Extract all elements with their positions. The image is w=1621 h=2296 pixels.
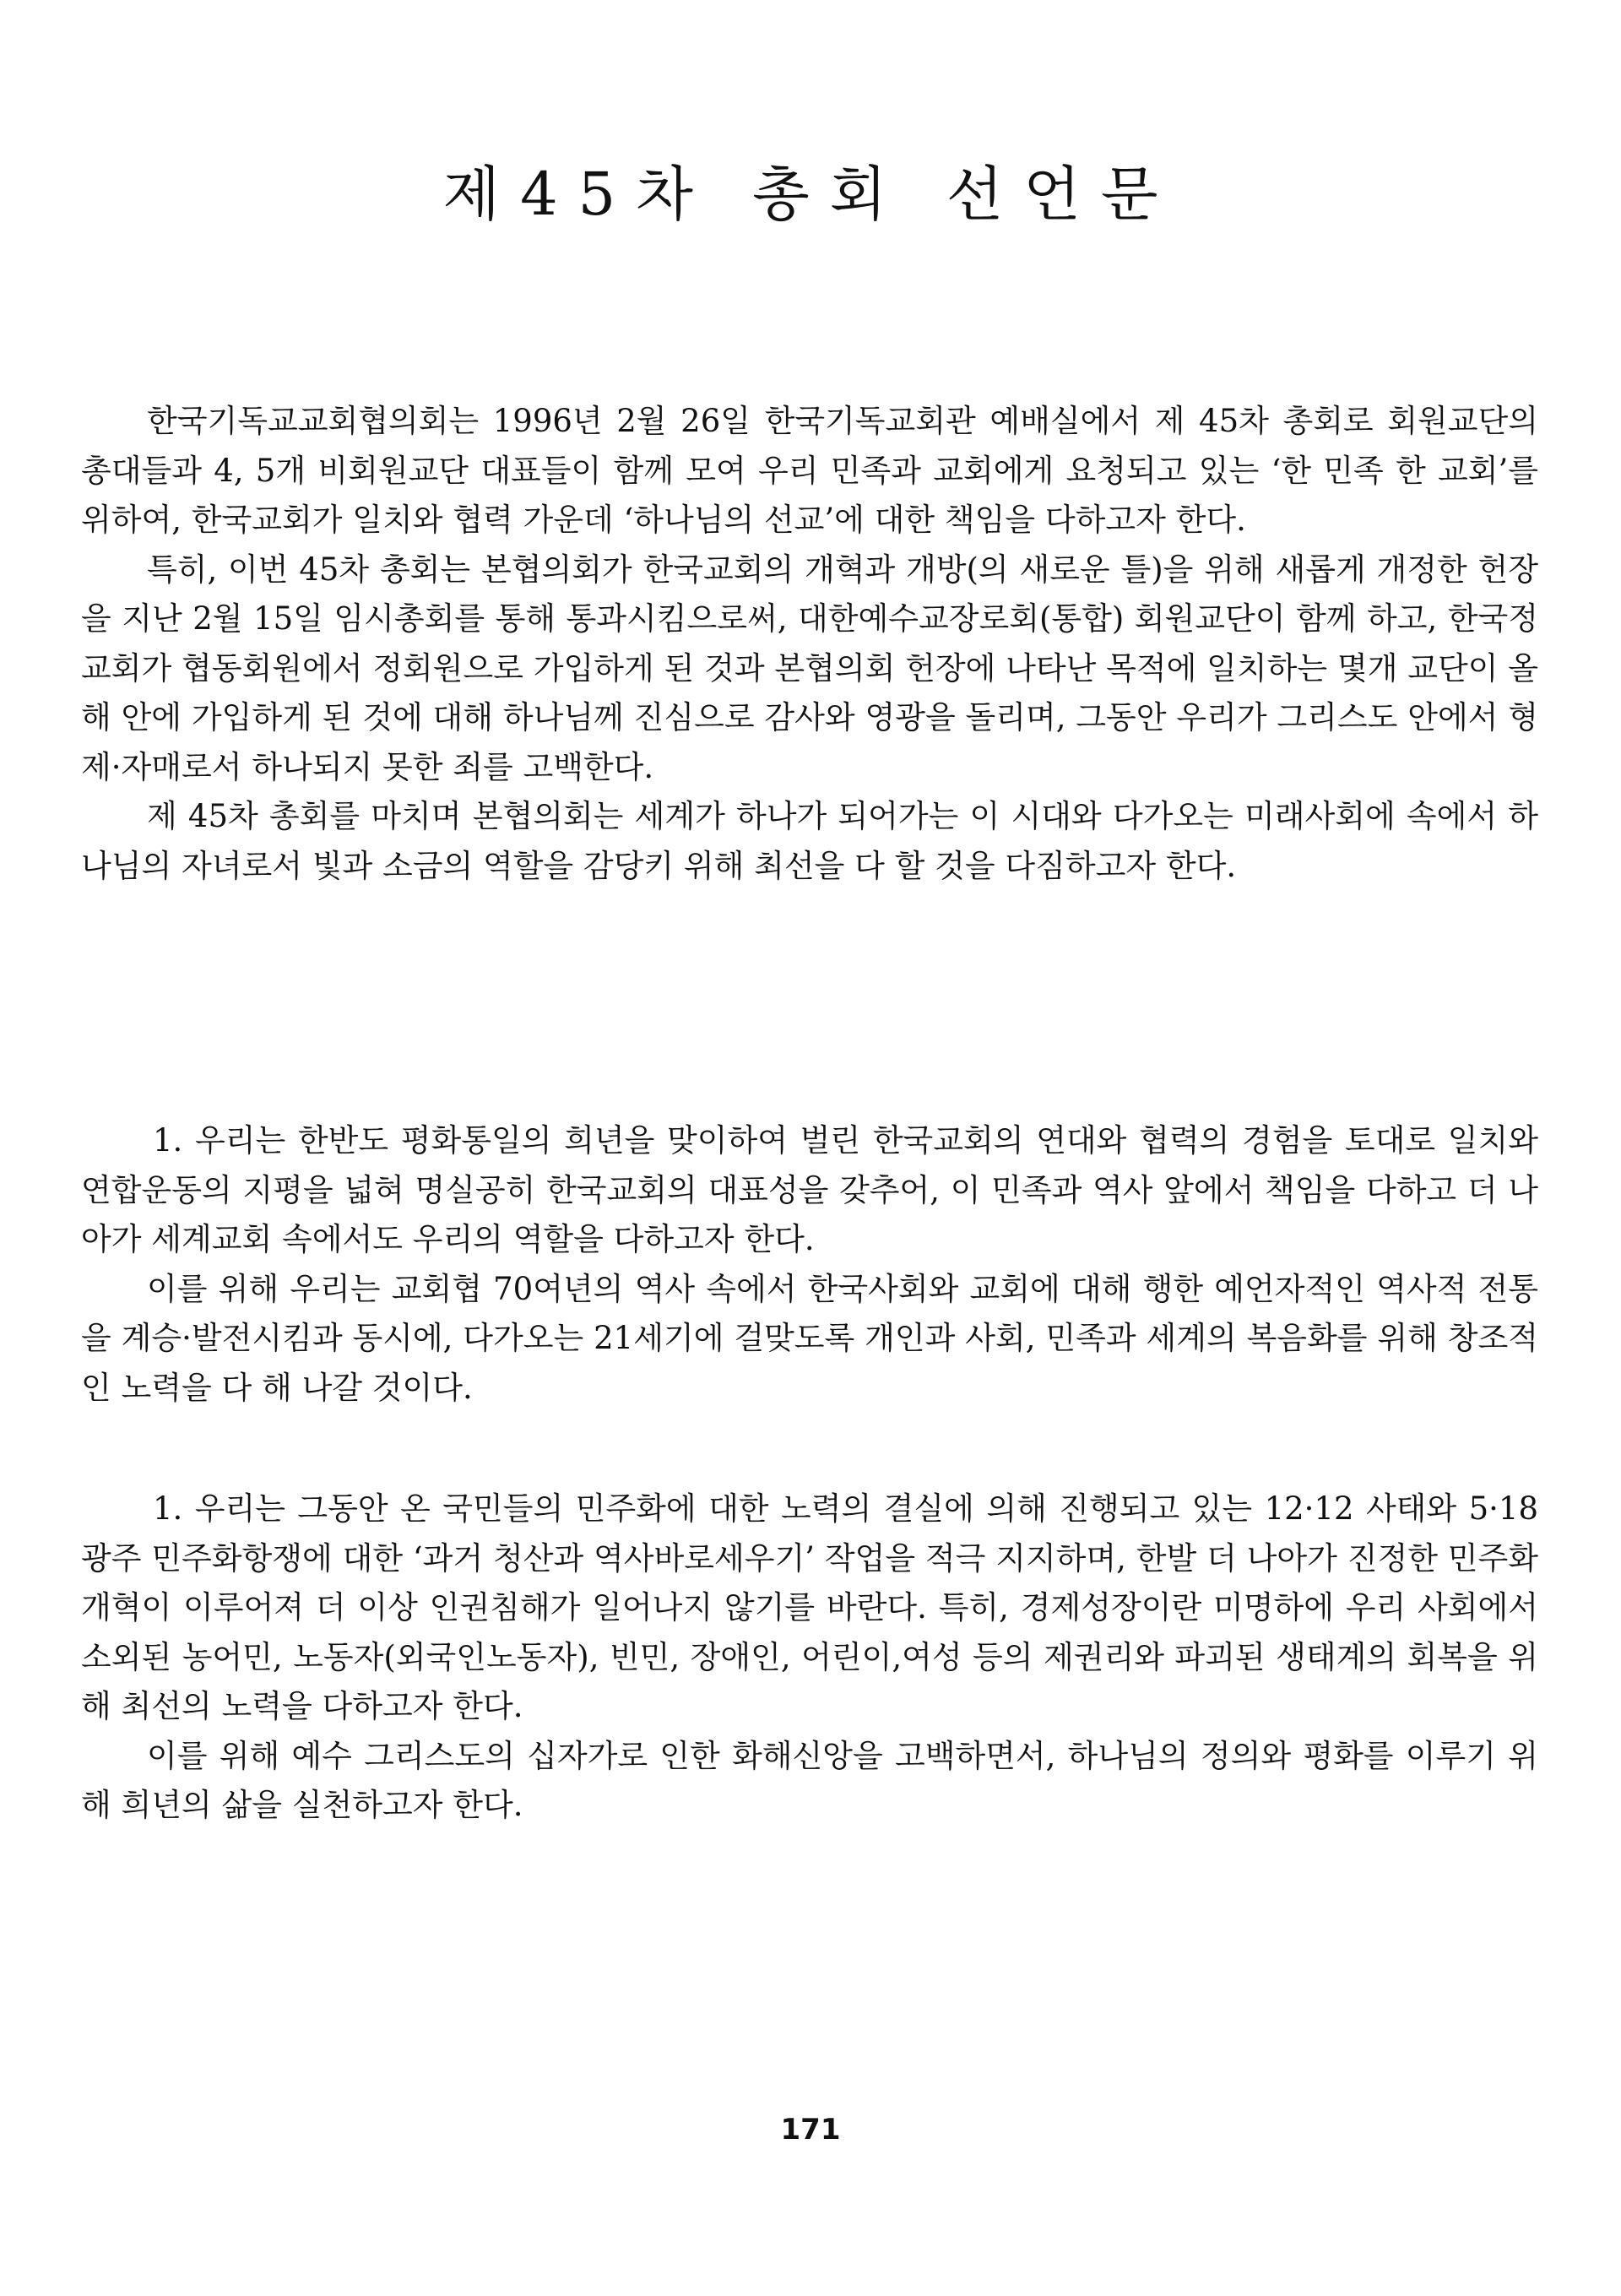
page-number: 171 — [780, 2113, 841, 2147]
resolution-1-item: 1. 우리는 한반도 평화통일의 희년을 맞이하여 벌린 한국교회의 연대와 협력의 경험을 토대로 일치와 연합운동의 지평을 넓혀 명실공히 한국교회의 대표성을 갖추어, 이 민족과 역사 앞에서 책임을 다하고 더 나아가 세계교회 속에서도 우리의 역할을 다하고자 한다. — [81, 1122, 1538, 1257]
resolution-2-paragraph: 이를 위해 예수 그리스도의 십자가로 인한 화해신앙을 고백하면서, 하나님의 정의와 평화를 이루기 위해 희년의 삶을 실천하고자 한다. — [81, 1737, 1538, 1823]
intro-paragraph-2: 특히, 이번 45차 총회는 본협의회가 한국교회의 개혁과 개방(의 새로운 틀)을 위해 새롭게 개정한 헌장을 지난 2월 15일 임시총회를 통해 통과시킴으로써, 대한예수교장로회(통합) 회원교단이 함께 하고, 한국정교회가 협동회원에서 정회원으로 가입하게 된 것과 본협의회 헌장에 나타난 목적에 일치하는 몇개 교단이 올해 안에 가입하게 된 것에 대해 하나님께 진심으로 감사와 영광을 돌리며, 그동안 우리가 그리스도 안에서 형제·자매로서 하나되지 못한 죄를 고백한다. — [81, 551, 1538, 785]
document-title: 제45차 총회 선언문 — [442, 160, 1179, 229]
resolution-2-item: 1. 우리는 그동안 온 국민들의 민주화에 대한 노력의 결실에 의해 진행되고 있는 12·12 사태와 5·18 광주 민주화항쟁에 대한 ‘과거 청산과 역사바로세우기’ 작업을 적극 지지하며, 한발 더 나아가 진정한 민주화개혁이 이루어져 더 이상 인권침해가 일어나지 않기를 바란다. 특히, 경제성장이란 미명하에 우리 사회에서 소외된 농어민, 노동자(외국인노동자), 빈민, 장애인, 어린이,여성 등의 제권리와 파괴된 생태계의 회복을 위해 최선의 노력을 다하고자 한다. — [81, 1490, 1538, 1724]
intro-paragraph-1: 한국기독교교회협의회는 1996년 2월 26일 한국기독교회관 예배실에서 제 45차 총회로 회원교단의 총대들과 4, 5개 비회원교단 대표들이 함께 모여 우리 민족과 교회에게 요청되고 있는 ‘한 민족 한 교회’를 위하여, 한국교회가 일치와 협력 가운데 ‘하나님의 선교’에 대한 책임을 다하고자 한다. — [81, 403, 1538, 538]
intro-paragraph-3: 제 45차 총회를 마치며 본협의회는 세계가 하나가 되어가는 이 시대와 다가오는 미래사회에 속에서 하나님의 자녀로서 빛과 소금의 역할을 감당키 위해 최선을 다 할 것을 다짐하고자 한다. — [81, 798, 1538, 884]
intro-section — [81, 397, 1538, 891]
resolution-section-2 — [81, 1485, 1538, 1831]
resolution-1-paragraph: 이를 위해 우리는 교회협 70여년의 역사 속에서 한국사회와 교회에 대해 행한 예언자적인 역사적 전통을 계승·발전시킴과 동시에, 다가오는 21세기에 걸맞도록 개인과 사회, 민족과 세계의 복음화를 위해 창조적인 노력을 다 해 나갈 것이다. — [81, 1270, 1538, 1406]
resolution-section-1 — [81, 1116, 1538, 1413]
